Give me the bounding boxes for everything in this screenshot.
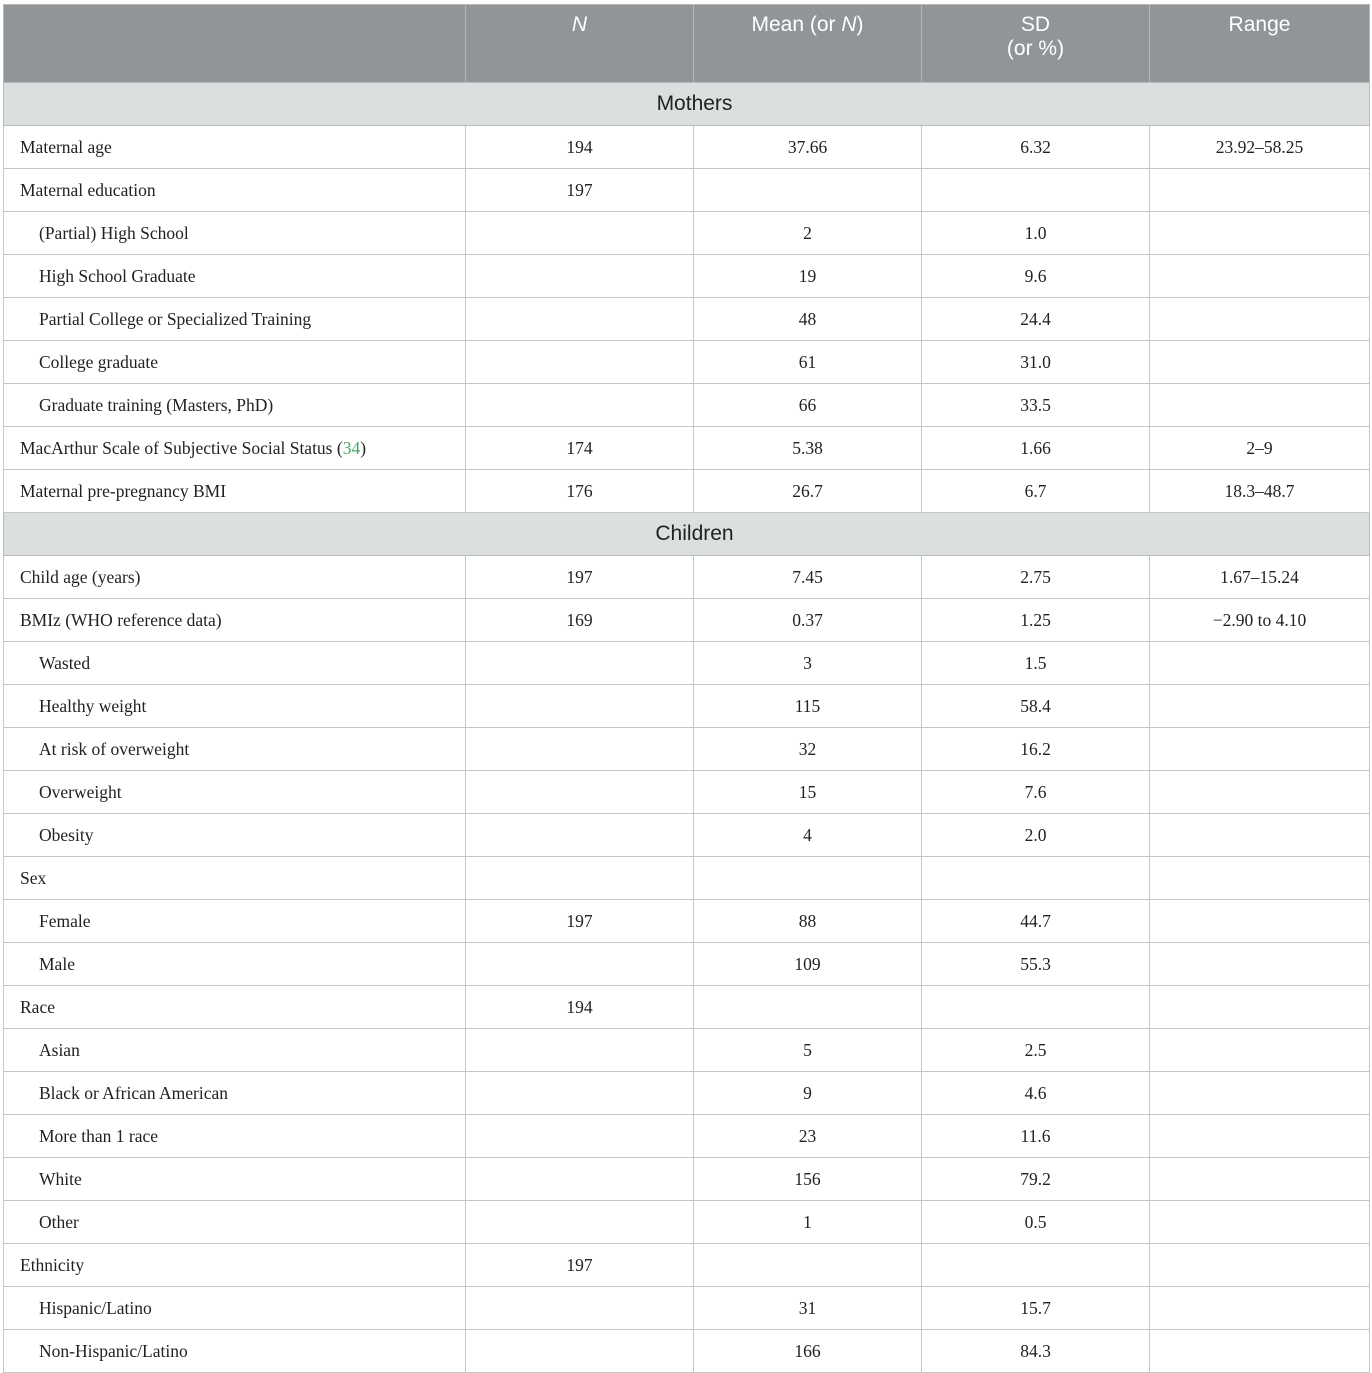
cell-sd: 79.2 xyxy=(922,1158,1150,1201)
table-row xyxy=(4,341,1370,384)
cell-n xyxy=(466,1287,694,1330)
row-label-end: ) xyxy=(360,437,367,458)
table-row xyxy=(4,986,1370,1029)
row-label xyxy=(4,900,466,943)
cell-n xyxy=(466,1330,694,1373)
header-range: Range xyxy=(1150,5,1370,83)
cell-mean xyxy=(694,169,922,212)
cell-mean: 23 xyxy=(694,1115,922,1158)
row-label xyxy=(4,255,466,298)
cell-mean: 3 xyxy=(694,642,922,685)
table-row xyxy=(4,728,1370,771)
row-label-text: Other xyxy=(39,1211,79,1232)
cell-range: 2–9 xyxy=(1150,427,1370,470)
cell-sd: 0.5 xyxy=(922,1201,1150,1244)
cell-mean: 4 xyxy=(694,814,922,857)
cell-sd: 6.7 xyxy=(922,470,1150,513)
cell-range xyxy=(1150,1029,1370,1072)
cell-sd xyxy=(922,986,1150,1029)
section-row-children xyxy=(4,513,1370,556)
row-label xyxy=(4,212,466,255)
row-label xyxy=(4,470,466,513)
header-n: N xyxy=(466,5,694,83)
cell-sd: 15.7 xyxy=(922,1287,1150,1330)
cell-sd xyxy=(922,857,1150,900)
cell-sd: 2.75 xyxy=(922,556,1150,599)
table-row xyxy=(4,384,1370,427)
cell-mean: 48 xyxy=(694,298,922,341)
row-label-text: Wasted xyxy=(39,652,91,673)
cell-n: 194 xyxy=(466,986,694,1029)
cell-n xyxy=(466,1158,694,1201)
row-label-text: (Partial) High School xyxy=(39,222,189,243)
row-label xyxy=(4,857,466,900)
cell-range xyxy=(1150,728,1370,771)
cell-n: 197 xyxy=(466,556,694,599)
section-title: Mothers xyxy=(4,83,1370,126)
row-label xyxy=(4,1201,466,1244)
cell-mean: 156 xyxy=(694,1158,922,1201)
row-label-text: High School Graduate xyxy=(39,265,196,286)
cell-n: 169 xyxy=(466,599,694,642)
table-row xyxy=(4,470,1370,513)
row-label xyxy=(4,814,466,857)
cell-mean: 15 xyxy=(694,771,922,814)
cell-sd xyxy=(922,169,1150,212)
table-row xyxy=(4,1029,1370,1072)
table-row xyxy=(4,1072,1370,1115)
cell-range: 18.3–48.7 xyxy=(1150,470,1370,513)
cell-mean: 0.37 xyxy=(694,599,922,642)
cell-range: 23.92–58.25 xyxy=(1150,126,1370,169)
row-label-text: Non-Hispanic/Latino xyxy=(39,1340,188,1361)
row-label xyxy=(4,341,466,384)
cell-n xyxy=(466,1072,694,1115)
row-label-text: Child age (years) xyxy=(20,566,141,587)
cell-n xyxy=(466,771,694,814)
row-label-text: BMIz (WHO reference data) xyxy=(20,609,222,630)
row-label-text: Asian xyxy=(39,1039,80,1060)
row-label xyxy=(4,943,466,986)
row-label xyxy=(4,599,466,642)
cell-n xyxy=(466,384,694,427)
header-row xyxy=(4,5,1370,83)
cell-mean: 88 xyxy=(694,900,922,943)
row-label-text: Female xyxy=(39,910,91,931)
cell-mean: 61 xyxy=(694,341,922,384)
row-label-text: Overweight xyxy=(39,781,122,802)
cell-range xyxy=(1150,900,1370,943)
header-variable xyxy=(4,5,466,83)
cell-n xyxy=(466,255,694,298)
row-label xyxy=(4,986,466,1029)
cell-mean: 5.38 xyxy=(694,427,922,470)
cell-sd: 2.0 xyxy=(922,814,1150,857)
cell-n xyxy=(466,728,694,771)
cell-sd: 1.25 xyxy=(922,599,1150,642)
cell-range xyxy=(1150,642,1370,685)
row-label xyxy=(4,1330,466,1373)
row-label-text: White xyxy=(39,1168,82,1189)
row-label xyxy=(4,126,466,169)
cell-sd: 84.3 xyxy=(922,1330,1150,1373)
cell-range xyxy=(1150,1287,1370,1330)
table-row xyxy=(4,943,1370,986)
row-label-text: Race xyxy=(20,996,55,1017)
header-mean: Mean (or N) xyxy=(694,5,922,83)
cell-range xyxy=(1150,212,1370,255)
row-label xyxy=(4,169,466,212)
cell-range xyxy=(1150,1330,1370,1373)
cell-mean: 26.7 xyxy=(694,470,922,513)
cell-range: −2.90 to 4.10 xyxy=(1150,599,1370,642)
cell-mean: 5 xyxy=(694,1029,922,1072)
cell-sd: 33.5 xyxy=(922,384,1150,427)
cell-mean: 109 xyxy=(694,943,922,986)
header-sd: SD (or %) xyxy=(922,5,1150,83)
table-body xyxy=(4,83,1370,1373)
row-label-text: Partial College or Specialized Training xyxy=(39,308,312,329)
row-label-text: Maternal age xyxy=(20,136,112,157)
cell-n: 197 xyxy=(466,1244,694,1287)
cell-range xyxy=(1150,341,1370,384)
cell-mean: 37.66 xyxy=(694,126,922,169)
row-label xyxy=(4,1158,466,1201)
cell-range xyxy=(1150,255,1370,298)
cell-range xyxy=(1150,1158,1370,1201)
row-label xyxy=(4,384,466,427)
row-label xyxy=(4,1029,466,1072)
cell-n xyxy=(466,1029,694,1072)
row-label-text: Obesity xyxy=(39,824,94,845)
row-label xyxy=(4,642,466,685)
cell-range xyxy=(1150,943,1370,986)
cell-n: 197 xyxy=(466,169,694,212)
cell-mean xyxy=(694,1244,922,1287)
cell-sd: 31.0 xyxy=(922,341,1150,384)
cell-mean: 2 xyxy=(694,212,922,255)
table-row xyxy=(4,1287,1370,1330)
section-title: Children xyxy=(4,513,1370,556)
row-label-text: Maternal pre-pregnancy BMI xyxy=(20,480,227,501)
cell-range xyxy=(1150,986,1370,1029)
cell-range xyxy=(1150,384,1370,427)
table-row xyxy=(4,685,1370,728)
row-label-text: Black or African American xyxy=(39,1082,229,1103)
row-label-text: College graduate xyxy=(39,351,159,372)
row-label-text: Healthy weight xyxy=(39,695,147,716)
cell-mean: 115 xyxy=(694,685,922,728)
table-row xyxy=(4,1330,1370,1373)
row-label xyxy=(4,556,466,599)
cell-sd: 9.6 xyxy=(922,255,1150,298)
cell-range xyxy=(1150,814,1370,857)
row-label xyxy=(4,298,466,341)
cell-sd xyxy=(922,1244,1150,1287)
cell-sd: 55.3 xyxy=(922,943,1150,986)
cell-mean: 166 xyxy=(694,1330,922,1373)
cell-mean: 1 xyxy=(694,1201,922,1244)
cell-mean: 32 xyxy=(694,728,922,771)
row-label xyxy=(4,1115,466,1158)
cell-range xyxy=(1150,1072,1370,1115)
cell-mean: 9 xyxy=(694,1072,922,1115)
cell-range: 1.67–15.24 xyxy=(1150,556,1370,599)
cell-range xyxy=(1150,1244,1370,1287)
row-label xyxy=(4,728,466,771)
row-label xyxy=(4,427,466,470)
row-label xyxy=(4,1072,466,1115)
cell-n xyxy=(466,341,694,384)
row-label-text: Graduate training (Masters, PhD) xyxy=(39,394,274,415)
cell-range xyxy=(1150,857,1370,900)
cell-n xyxy=(466,943,694,986)
table-row xyxy=(4,212,1370,255)
cell-n: 194 xyxy=(466,126,694,169)
row-label xyxy=(4,685,466,728)
cell-n xyxy=(466,642,694,685)
cell-n: 174 xyxy=(466,427,694,470)
cell-mean: 31 xyxy=(694,1287,922,1330)
row-label xyxy=(4,1244,466,1287)
row-label-text: Maternal education xyxy=(20,179,156,200)
row-label-text: Sex xyxy=(20,867,47,888)
row-label-text: MacArthur Scale of Subjective Social Status ( xyxy=(20,437,343,458)
cell-n: 197 xyxy=(466,900,694,943)
table-row xyxy=(4,599,1370,642)
cell-sd: 44.7 xyxy=(922,900,1150,943)
row-label-text: Ethnicity xyxy=(20,1254,85,1275)
cell-sd: 4.6 xyxy=(922,1072,1150,1115)
cell-sd: 2.5 xyxy=(922,1029,1150,1072)
row-label-text: Hispanic/Latino xyxy=(39,1297,152,1318)
row-label-text: More than 1 race xyxy=(39,1125,159,1146)
cell-sd: 16.2 xyxy=(922,728,1150,771)
cell-sd: 11.6 xyxy=(922,1115,1150,1158)
cell-mean xyxy=(694,857,922,900)
table-row xyxy=(4,642,1370,685)
table-row xyxy=(4,857,1370,900)
row-label-text: Male xyxy=(39,953,75,974)
cell-sd: 1.0 xyxy=(922,212,1150,255)
cell-sd: 1.66 xyxy=(922,427,1150,470)
cell-range xyxy=(1150,298,1370,341)
cell-mean: 7.45 xyxy=(694,556,922,599)
section-row-mothers xyxy=(4,83,1370,126)
table-row xyxy=(4,298,1370,341)
table-row xyxy=(4,427,1370,470)
cell-range xyxy=(1150,685,1370,728)
cell-sd: 1.5 xyxy=(922,642,1150,685)
cell-range xyxy=(1150,1115,1370,1158)
cell-range xyxy=(1150,1201,1370,1244)
cell-range xyxy=(1150,169,1370,212)
row-label xyxy=(4,771,466,814)
table-row xyxy=(4,814,1370,857)
table-row xyxy=(4,556,1370,599)
reference-link[interactable]: 34 xyxy=(342,437,361,458)
descriptive-statistics-table xyxy=(3,4,1370,1373)
cell-sd: 6.32 xyxy=(922,126,1150,169)
cell-sd: 24.4 xyxy=(922,298,1150,341)
cell-n: 176 xyxy=(466,470,694,513)
row-label xyxy=(4,1287,466,1330)
table-row xyxy=(4,126,1370,169)
row-label-text: At risk of overweight xyxy=(39,738,190,759)
cell-sd: 58.4 xyxy=(922,685,1150,728)
table-header xyxy=(4,5,1370,83)
cell-n xyxy=(466,685,694,728)
table-row xyxy=(4,1201,1370,1244)
table-row xyxy=(4,900,1370,943)
cell-n xyxy=(466,298,694,341)
cell-n xyxy=(466,1115,694,1158)
table-row xyxy=(4,169,1370,212)
cell-n xyxy=(466,857,694,900)
table-row xyxy=(4,1115,1370,1158)
cell-sd: 7.6 xyxy=(922,771,1150,814)
table-row xyxy=(4,771,1370,814)
cell-mean: 19 xyxy=(694,255,922,298)
cell-n xyxy=(466,814,694,857)
table-row xyxy=(4,255,1370,298)
cell-n xyxy=(466,212,694,255)
cell-mean xyxy=(694,986,922,1029)
cell-n xyxy=(466,1201,694,1244)
table-row xyxy=(4,1158,1370,1201)
cell-range xyxy=(1150,771,1370,814)
cell-mean: 66 xyxy=(694,384,922,427)
table-row xyxy=(4,1244,1370,1287)
